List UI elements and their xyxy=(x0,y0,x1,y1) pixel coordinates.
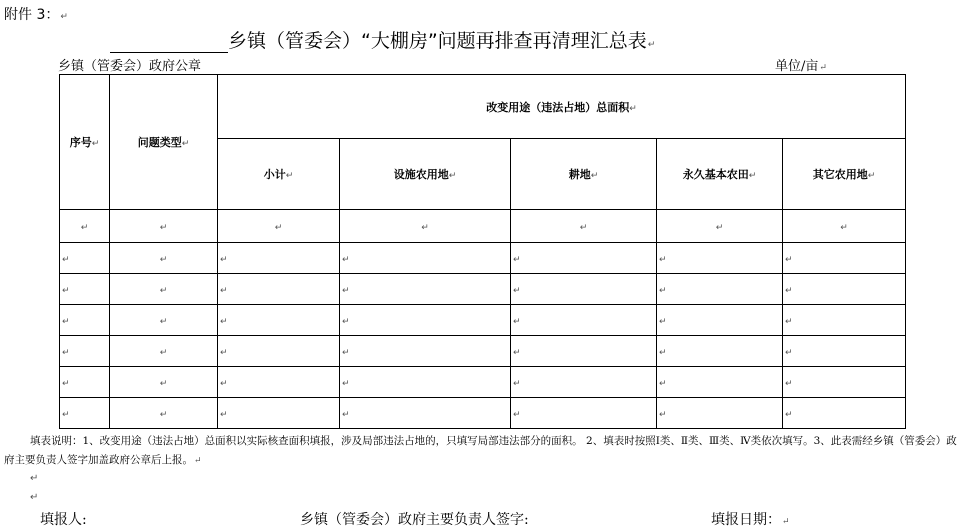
header-problem-type: 问题类型↵ xyxy=(110,75,218,210)
office-seal-label: 乡镇（管委会）政府公章 xyxy=(58,59,202,74)
table-cell: ↵ xyxy=(340,210,511,243)
blank-line-mark: ↵ xyxy=(30,492,39,503)
header-basic-farmland: 永久基本农田↵ xyxy=(657,139,783,210)
header-farmland: 耕地↵ xyxy=(511,139,657,210)
table-cell: ↵ xyxy=(511,305,657,336)
date-label: 填报日期：↵ xyxy=(711,512,790,528)
table-cell: ↵ xyxy=(783,305,906,336)
table-cell: ↵ xyxy=(60,274,110,305)
signature-label: 乡镇（管委会）政府主要负责人签字: xyxy=(300,512,529,528)
table-cell: ↵ xyxy=(218,243,340,274)
blank-line-mark: ↵ xyxy=(30,473,39,484)
header-facility-land: 设施农用地↵ xyxy=(340,139,511,210)
table-row xyxy=(60,367,906,398)
table-cell: ↵ xyxy=(60,336,110,367)
table-cell: ↵ xyxy=(218,305,340,336)
unit-label: 单位/亩↵ xyxy=(775,59,827,74)
table-cell: ↵ xyxy=(60,243,110,274)
table-cell: ↵ xyxy=(657,305,783,336)
table-row xyxy=(60,210,906,243)
table-cell: ↵ xyxy=(60,305,110,336)
table-row xyxy=(60,305,906,336)
table-cell: ↵ xyxy=(783,398,906,429)
header-serial: 序号↵ xyxy=(60,75,110,210)
table-row xyxy=(60,274,906,305)
table-cell: ↵ xyxy=(657,398,783,429)
page-title: 乡镇（管委会）“大棚房”问题再排查再清理汇总表↵ xyxy=(110,26,655,53)
table-cell: ↵ xyxy=(218,367,340,398)
header-other-farmland: 其它农用地↵ xyxy=(783,139,906,210)
table-cell: ↵ xyxy=(110,336,218,367)
table-cell: ↵ xyxy=(110,243,218,274)
table-cell: ↵ xyxy=(110,367,218,398)
table-cell: ↵ xyxy=(340,398,511,429)
table-cell: ↵ xyxy=(657,274,783,305)
summary-table xyxy=(59,74,906,429)
table-cell: ↵ xyxy=(783,367,906,398)
table-cell: ↵ xyxy=(511,210,657,243)
filler-label: 填报人: xyxy=(40,512,87,528)
attachment-label: 附件 3：↵ xyxy=(4,7,68,23)
table-cell: ↵ xyxy=(340,243,511,274)
table-cell: ↵ xyxy=(110,305,218,336)
table-cell: ↵ xyxy=(783,210,906,243)
table-cell: ↵ xyxy=(110,210,218,243)
table-cell: ↵ xyxy=(511,243,657,274)
table-cell: ↵ xyxy=(340,274,511,305)
table-cell: ↵ xyxy=(110,398,218,429)
table-cell: ↵ xyxy=(511,336,657,367)
table-cell: ↵ xyxy=(657,367,783,398)
table-cell: ↵ xyxy=(340,367,511,398)
fill-instructions: 填表说明：1、改变用途（违法占地）总面积以实际核查面积填报，涉及局部违法占地的，只填写局部违法部分的面积。 2、填表时按照Ⅰ类、Ⅱ类、Ⅲ类、Ⅳ类依次填写。3、此表需经乡镇（管委会）政府主要负责人签字加盖政府公章后上报。↵ xyxy=(4,435,957,466)
table-cell: ↵ xyxy=(60,210,110,243)
table-cell: ↵ xyxy=(218,336,340,367)
table-cell: ↵ xyxy=(657,336,783,367)
table-cell: ↵ xyxy=(783,274,906,305)
table-cell: ↵ xyxy=(511,274,657,305)
table-row xyxy=(60,398,906,429)
table-cell: ↵ xyxy=(340,336,511,367)
table-cell: ↵ xyxy=(783,336,906,367)
header-total-area: 改变用途（违法占地）总面积↵ xyxy=(218,75,906,139)
table-cell: ↵ xyxy=(657,210,783,243)
blank-line xyxy=(110,32,228,53)
table-cell: ↵ xyxy=(783,243,906,274)
table-cell: ↵ xyxy=(60,367,110,398)
table-cell: ↵ xyxy=(218,274,340,305)
table-cell: ↵ xyxy=(110,274,218,305)
header-subtotal: 小计↵ xyxy=(218,139,340,210)
table-cell: ↵ xyxy=(511,367,657,398)
table-cell: ↵ xyxy=(340,305,511,336)
table-cell: ↵ xyxy=(657,243,783,274)
table-row xyxy=(60,243,906,274)
table-cell: ↵ xyxy=(218,398,340,429)
table-cell: ↵ xyxy=(511,398,657,429)
table-cell: ↵ xyxy=(60,398,110,429)
table-row xyxy=(60,336,906,367)
table-cell: ↵ xyxy=(218,210,340,243)
